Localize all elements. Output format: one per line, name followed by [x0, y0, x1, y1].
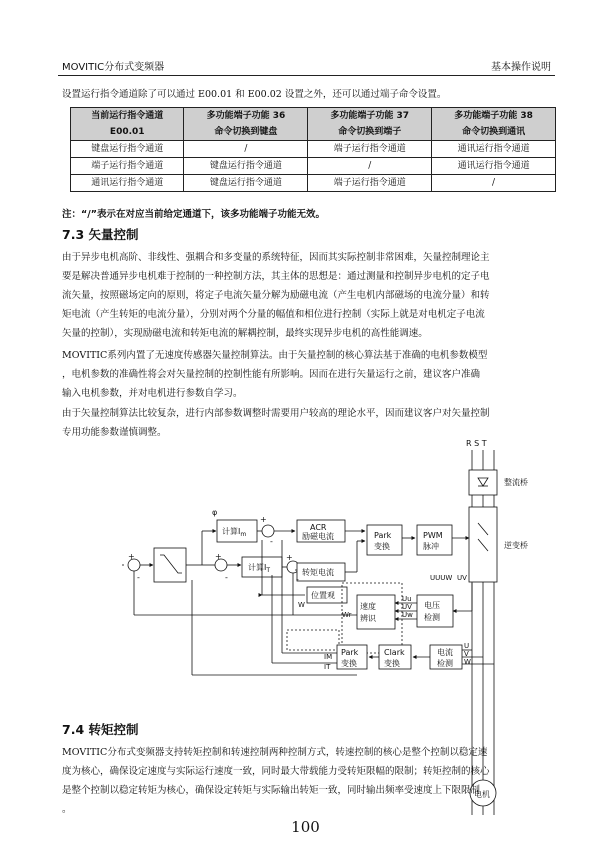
- voltage-v: UV: [457, 574, 467, 582]
- table-cell: 键盘运行指令通道: [71, 141, 184, 158]
- label-iu: U: [464, 642, 470, 650]
- table-cell: /: [184, 141, 308, 158]
- table-cell: 通讯运行指令通道: [432, 158, 556, 175]
- table-header-cell: 当前运行指令通道 E00.01: [71, 108, 184, 141]
- label-rectifier: 整流桥: [504, 478, 528, 487]
- pwm-label: PWM: [423, 531, 443, 540]
- sum-plus-1: +: [260, 515, 267, 524]
- voltage-sublabel: 检测: [424, 613, 440, 622]
- table-cell: 端子运行指令通道: [71, 158, 184, 175]
- paragraph-vector-2: MOVITIC系列内置了无速度传感器矢量控制算法。由于矢量控制的核心算法基于准确的电机参数模型 ，电机参数的准确性将会对矢量控制的控制性能有所影响。因而在进行矢量运行之前，建议客户准确 输入电机参数，并对电机进行参数自学习。: [62, 350, 488, 399]
- command-channel-table: [70, 107, 556, 192]
- table-cell: 端子运行指令通道: [308, 141, 432, 158]
- label-im: IM: [324, 653, 333, 661]
- header-title: MOVITIC分布式变频器: [62, 62, 165, 73]
- table-cell: 键盘运行指令通道: [184, 158, 308, 175]
- sum-plus-2: +: [128, 552, 135, 561]
- table-header-row: [71, 108, 556, 141]
- park2-sublabel: 变换: [341, 659, 357, 668]
- pwm-sublabel: 脉冲: [423, 542, 439, 551]
- label-inverter: 逆变桥: [504, 541, 528, 550]
- volt-uv: UV: [402, 603, 412, 611]
- park2-label: Park: [341, 648, 359, 657]
- header-section: 基本操作说明: [491, 62, 551, 73]
- label-rst: R S T: [466, 439, 487, 448]
- sum-minus-3: -: [225, 573, 228, 582]
- table-cell: /: [308, 158, 432, 175]
- table-row: [71, 175, 556, 192]
- volt-uw: Uw: [402, 611, 413, 619]
- label-iw: W: [464, 658, 471, 666]
- voltage-u-w: UUUW: [430, 574, 453, 582]
- table-cell: 键盘运行指令通道: [184, 175, 308, 192]
- label-wr: Wr: [342, 611, 352, 619]
- current-label: 电流: [437, 648, 453, 657]
- speed-label: 速度: [360, 602, 376, 611]
- current-sublabel: 检测: [437, 659, 453, 668]
- acr-sublabel: 励磁电流: [302, 532, 334, 541]
- paragraph-vector-1: 由于异步电机高阶、非线性、强耦合和多变量的系统特征，因而其实际控制非常困难，矢量控制理论主 要是解决普通异步电机难于控制的一种控制方法，其主体的思想是：通过测量和控制异步电机的定子电 流矢量，按照磁场定向的原则，将定子电流矢量分解为励磁电流（产生电机内部磁场的电流分量）和转 矩电流（产生转矩的电流分量），分别对两个分量的幅值和相位进行控制（实际上就是对电机定子电流 矢量的控制），实现励磁电流和转矩电流的解耦控制，最终实现异步电机的高性能调速。: [62, 252, 490, 339]
- intro-text: 设置运行指令通道除了可以通过 E00.01 和 E00.02 设置之外，还可以通过端子命令设置。: [62, 89, 447, 100]
- table-cell: 通讯运行指令通道: [432, 141, 556, 158]
- label-it: IT: [324, 663, 331, 671]
- acr-label: ACR: [310, 523, 327, 532]
- torque-current-block: 转矩电流: [302, 568, 334, 577]
- section-heading-7-3: 7.3 矢量控制: [62, 227, 139, 242]
- label-phi: φ: [212, 508, 218, 517]
- paragraph-torque: MOVITIC分布式变频器支持转矩控制和转速控制两种控制方式，转速控制的核心是整个控制以稳定速 度为核心，确保设定速度与实际运行速度一致，同时最大带载能力受转矩限幅的限制；转矩控制的核心 是整个控制以稳定转矩为核心，确保设定转矩与实际输出转矩一致，同时输出频率受速度上下限限制 。: [62, 747, 490, 815]
- sum-minus-2: -: [137, 573, 140, 582]
- table-header-cell: 多功能端子功能 38 命令切换到通讯: [432, 108, 556, 141]
- calc-im-block: 计算$I_m$: [222, 527, 247, 538]
- section-heading-7-4: 7.4 转矩控制: [62, 722, 139, 737]
- page-number: 100: [291, 818, 320, 836]
- clark-sublabel: 变换: [384, 659, 400, 668]
- table-header-cell: 多功能端子功能 37 命令切换到端子: [308, 108, 432, 141]
- table-cell: 端子运行指令通道: [308, 175, 432, 192]
- table-cell: /: [432, 175, 556, 192]
- calc-it-block: 计算$I_T$: [248, 563, 271, 574]
- park-sublabel: 变换: [374, 542, 390, 551]
- motor-label: 电机: [474, 790, 490, 799]
- speed-sublabel: 辨识: [360, 614, 376, 623]
- header-rule: [58, 75, 555, 76]
- sum-plus-3: +: [215, 552, 222, 561]
- clark-label: Clark: [384, 648, 405, 657]
- label-iv: V: [464, 650, 469, 658]
- table-row: [71, 141, 556, 158]
- table-header-cell: 多功能端子功能 36 命令切换到键盘: [184, 108, 308, 141]
- sum-minus-1: -: [270, 537, 273, 546]
- table-row: [71, 158, 556, 175]
- label-w: W: [298, 601, 305, 609]
- table-cell: 通讯运行指令通道: [71, 175, 184, 192]
- position-observer-block: 位置观: [311, 591, 335, 600]
- volt-uu: Uu: [402, 595, 412, 603]
- sum-minus-4: -: [296, 575, 299, 584]
- voltage-label: 电压: [424, 601, 440, 610]
- table-note: 注：“/”表示在对应当前给定通道下，该多功能端子功能无效。: [62, 209, 325, 220]
- park-label: Park: [374, 531, 392, 540]
- paragraph-vector-3: 由于矢量控制算法比较复杂，进行内部参数调整时需要用户较高的理论水平，因而建议客户对矢量控制 专用功能参数谨慎调整。: [62, 408, 490, 438]
- sum-plus-4: +: [286, 553, 293, 562]
